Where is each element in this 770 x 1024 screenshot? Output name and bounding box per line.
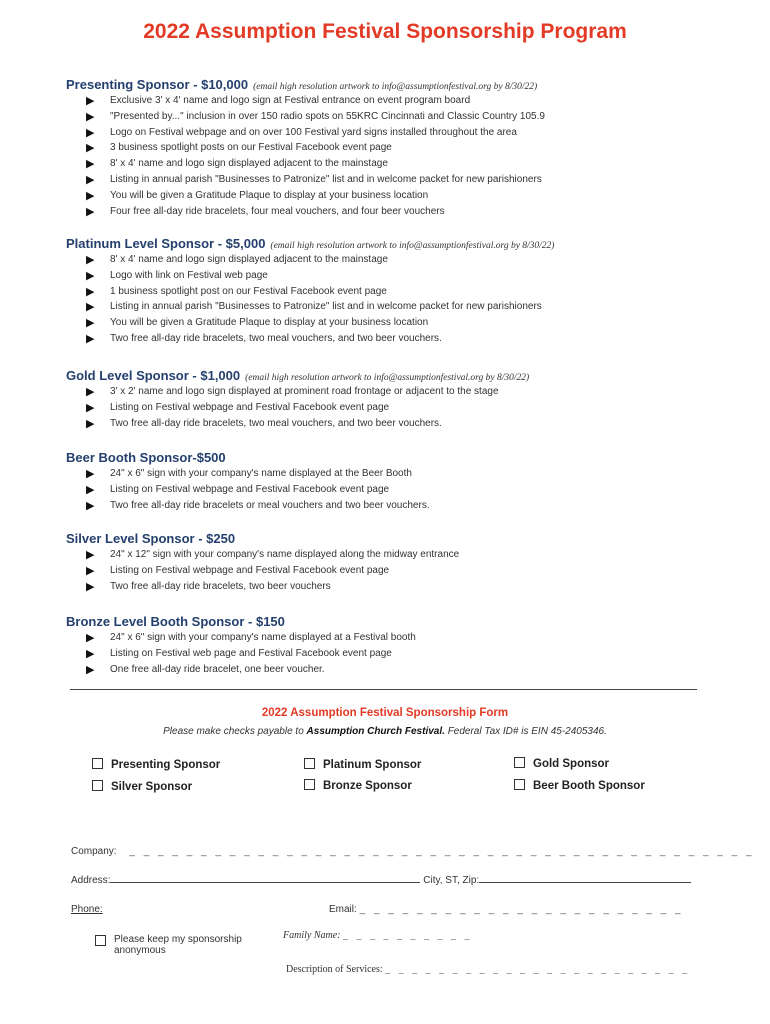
section-silver-sponsor — [66, 530, 706, 594]
benefit-text: 8' x 4' name and logo sign displayed adjacent to the mainstage — [110, 254, 388, 265]
phone-label: Phone: — [71, 904, 103, 915]
sponsor-level-name: Platinum Level Sponsor — [66, 236, 215, 251]
list-item — [66, 93, 706, 109]
benefits-list — [66, 93, 706, 219]
bullet-arrow-icon: ▶ — [86, 647, 95, 660]
benefit-text: "Presented by..." inclusion in over 150 radio spots on 55KRC Cincinnati and Classic Country 105.9 — [110, 110, 545, 122]
option-label: Silver Sponsor — [111, 781, 193, 793]
bullet-arrow-icon: ▶ — [86, 205, 95, 218]
anonymous-option[interactable] — [95, 934, 242, 956]
bullet-arrow-icon: ▶ — [86, 401, 95, 414]
benefit-text: 24" x 6" sign with your company's name displayed at the Beer Booth — [110, 468, 412, 479]
list-item — [66, 204, 706, 220]
list-item — [66, 662, 706, 678]
address-blank[interactable] — [110, 873, 420, 883]
form-instructions — [0, 726, 770, 737]
description-blank[interactable]: _ _ _ _ _ _ _ _ _ _ _ _ _ _ _ _ _ _ _ _ _ _ _ — [385, 964, 691, 975]
checkbox[interactable] — [304, 758, 315, 769]
option-presenting-sponsor[interactable] — [92, 758, 220, 771]
benefit-text: 24" x 12" sign with your company's name displayed along the midway entrance — [110, 549, 460, 560]
price-separator: - — [244, 614, 256, 629]
city-label: City, ST, Zip: — [423, 875, 480, 886]
phone-field[interactable] — [71, 904, 103, 915]
list-item — [66, 315, 706, 331]
list-item — [66, 172, 706, 188]
divider — [70, 689, 697, 690]
list-item — [66, 299, 706, 315]
benefit-text: Two free all-day ride bracelets, two meal vouchers, and two beer vouchers. — [110, 417, 442, 429]
list-item — [66, 109, 706, 125]
payee-name: Assumption Church Festival. — [306, 726, 445, 737]
bullet-arrow-icon: ▶ — [86, 254, 95, 266]
sponsor-level-name: Gold Level Sponsor — [66, 368, 189, 383]
list-item — [66, 646, 706, 662]
price-separator: - — [189, 77, 202, 92]
anonymous-label: Please keep my sponsorship — [114, 934, 242, 945]
benefit-text: Logo with link on Festival web page — [110, 269, 268, 281]
section-presenting-sponsor — [66, 76, 706, 219]
benefits-list — [66, 384, 706, 431]
bullet-arrow-icon: ▶ — [86, 483, 95, 496]
list-item — [66, 125, 706, 141]
list-item — [66, 188, 706, 204]
section-beer-booth-sponsor — [66, 449, 706, 513]
section-heading — [66, 449, 706, 466]
benefit-text: 1 business spotlight post on our Festival Facebook event page — [110, 285, 387, 297]
benefit-text: Two free all-day ride bracelets, two meal vouchers, and two beer vouchers. — [110, 332, 442, 344]
benefit-text: You will be given a Gratitude Plaque to display at your business location — [110, 189, 429, 201]
list-item — [66, 563, 706, 579]
benefit-text: Listing on Festival web page and Festival Facebook event page — [110, 647, 392, 659]
section-heading — [66, 367, 706, 384]
benefit-text: 3' x 2' name and logo sign displayed at prominent road frontage or adjacent to the stage — [110, 386, 499, 397]
list-item — [66, 268, 706, 284]
benefit-text: Listing on Festival webpage and Festival Facebook event page — [110, 483, 390, 495]
description-field[interactable] — [286, 964, 690, 975]
tax-id-text: Federal Tax ID# is EIN 45-2405346. — [447, 726, 607, 737]
list-item — [66, 547, 706, 563]
list-item — [66, 156, 706, 172]
sponsor-level-name: Bronze Level Booth Sponsor — [66, 614, 245, 629]
bullet-arrow-icon: ▶ — [86, 580, 95, 593]
bullet-arrow-icon: ▶ — [86, 468, 95, 480]
section-gold-sponsor — [66, 367, 706, 431]
artwork-note: (email high resolution artwork to info@assumptionfestival.org by 8/30/22) — [245, 373, 530, 383]
bullet-arrow-icon: ▶ — [86, 549, 95, 561]
option-label: Platinum Sponsor — [323, 759, 422, 771]
bullet-arrow-icon: ▶ — [86, 142, 95, 155]
family-name-label: Family Name: — [283, 930, 341, 941]
option-label: Presenting Sponsor — [111, 759, 221, 771]
sponsor-price: $150 — [255, 614, 285, 629]
page-title: 2022 Assumption Festival Sponsorship Program — [143, 20, 627, 43]
section-heading — [66, 530, 706, 547]
list-item — [66, 466, 706, 482]
benefit-text: Exclusive 3' x 4' name and logo sign at Festival entrance on event program board — [110, 95, 471, 106]
city-blank[interactable] — [479, 873, 691, 883]
address-label: Address: — [71, 875, 111, 886]
artwork-note: (email high resolution artwork to info@assumptionfestival.org by 8/30/22) — [253, 82, 538, 92]
benefit-text: 3 business spotlight posts on our Festival Facebook event page — [110, 142, 392, 154]
family-name-blank[interactable]: _ _ _ _ _ _ _ _ _ _ — [343, 930, 473, 941]
bullet-arrow-icon: ▶ — [86, 158, 95, 171]
benefit-text: Listing on Festival webpage and Festival Facebook event page — [110, 401, 390, 413]
benefit-text: Listing in annual parish "Businesses to Patronize" list and in welcome packet for new parishioners — [110, 173, 542, 185]
option-silver-sponsor[interactable] — [92, 780, 192, 793]
option-gold-sponsor[interactable] — [514, 757, 609, 770]
sponsor-price: $250 — [206, 531, 236, 546]
email-blank[interactable]: _ _ _ _ _ _ _ _ _ _ _ _ _ _ _ _ _ _ _ _ _ _ _ — [359, 904, 684, 915]
benefits-list — [66, 252, 706, 347]
option-label: Gold Sponsor — [533, 758, 610, 770]
benefits-list — [66, 547, 706, 594]
bullet-arrow-icon: ▶ — [86, 332, 95, 345]
bullet-arrow-icon: ▶ — [86, 269, 95, 282]
checkbox[interactable] — [514, 757, 525, 768]
option-label: Beer Booth Sponsor — [533, 780, 645, 792]
list-item — [66, 384, 706, 400]
checkbox[interactable] — [304, 779, 315, 790]
benefit-text: Two free all-day ride bracelets or meal vouchers and two beer vouchers. — [110, 499, 430, 511]
sponsor-price: $1,000 — [200, 368, 241, 383]
bullet-arrow-icon: ▶ — [86, 285, 95, 298]
benefit-text: One free all-day ride bracelet, one beer voucher. — [110, 663, 325, 675]
company-field[interactable] — [71, 846, 755, 857]
option-beer-booth-sponsor[interactable] — [514, 779, 645, 792]
list-item — [66, 498, 706, 514]
price-separator: - — [188, 368, 201, 383]
bullet-arrow-icon: ▶ — [86, 95, 95, 107]
bullet-arrow-icon: ▶ — [86, 110, 95, 123]
bullet-arrow-icon: ▶ — [86, 564, 95, 577]
section-platinum-sponsor — [66, 235, 706, 347]
email-field[interactable] — [329, 904, 684, 915]
benefit-text: 24" x 6" sign with your company's name displayed at a Festival booth — [110, 632, 416, 643]
option-bronze-sponsor[interactable] — [304, 779, 412, 792]
list-item — [66, 630, 706, 646]
bullet-arrow-icon: ▶ — [86, 386, 95, 398]
address-field[interactable] — [71, 873, 691, 886]
checkbox[interactable] — [92, 780, 103, 791]
bullet-arrow-icon: ▶ — [86, 632, 95, 644]
benefits-list — [66, 466, 706, 513]
bullet-arrow-icon: ▶ — [86, 189, 95, 202]
family-name-field[interactable] — [283, 930, 473, 941]
sponsor-price: $5,000 — [225, 236, 266, 251]
sponsor-level-name: Presenting Sponsor — [66, 77, 190, 92]
section-heading — [66, 613, 706, 630]
list-item — [66, 284, 706, 300]
bullet-arrow-icon: ▶ — [86, 126, 95, 139]
bullet-arrow-icon: ▶ — [86, 301, 95, 314]
description-label: Description of Services: — [286, 964, 383, 975]
bullet-arrow-icon: ▶ — [86, 317, 95, 330]
bullet-arrow-icon: ▶ — [86, 417, 95, 430]
list-item — [66, 252, 706, 268]
form-title: 2022 Assumption Festival Sponsorship Form — [261, 707, 509, 719]
benefit-text: Two free all-day ride bracelets, two beer vouchers — [110, 580, 331, 592]
list-item — [66, 140, 706, 156]
option-platinum-sponsor[interactable] — [304, 758, 421, 771]
section-bronze-sponsor — [66, 613, 706, 677]
checkbox[interactable] — [92, 758, 103, 769]
section-heading — [66, 76, 706, 93]
artwork-note: (email high resolution artwork to info@assumptionfestival.org by 8/30/22) — [270, 241, 555, 251]
sponsor-level-name: Silver Level Sponsor — [66, 531, 195, 546]
price-separator: - — [194, 531, 207, 546]
list-item — [66, 400, 706, 416]
anonymous-text — [114, 934, 242, 956]
email-label: Email: — [329, 904, 357, 915]
benefit-text: You will be given a Gratitude Plaque to display at your business location — [110, 317, 429, 329]
bullet-arrow-icon: ▶ — [86, 173, 95, 186]
benefit-text: Logo on Festival webpage and on over 100 Festival yard signs installed throughout the area — [110, 126, 517, 138]
anonymous-label-line2: anonymous — [114, 945, 166, 956]
benefit-text: 8' x 4' name and logo sign displayed adjacent to the mainstage — [110, 158, 388, 170]
instructions-prefix: Please make checks payable to — [163, 726, 304, 737]
bullet-arrow-icon: ▶ — [86, 663, 95, 676]
company-blank[interactable]: _ _ _ _ _ _ _ _ _ _ _ _ _ _ _ _ _ _ _ _ _ _ _ _ _ _ _ _ _ _ _ _ _ _ _ _ _ _ _ _ _ _ _ _ — [129, 846, 755, 857]
bullet-arrow-icon: ▶ — [86, 499, 95, 512]
section-heading — [66, 235, 706, 252]
checkbox[interactable] — [514, 779, 525, 790]
checkbox[interactable] — [95, 935, 106, 946]
benefits-list — [66, 630, 706, 677]
benefit-text: Listing on Festival webpage and Festival Facebook event page — [110, 564, 390, 576]
benefit-text: Four free all-day ride bracelets, four meal vouchers, and four beer vouchers — [110, 205, 445, 217]
sponsor-level-name: Beer Booth Sponsor-$500 — [66, 450, 226, 465]
list-item — [66, 482, 706, 498]
option-label: Bronze Sponsor — [323, 780, 412, 792]
list-item — [66, 579, 706, 595]
list-item — [66, 416, 706, 432]
list-item — [66, 331, 706, 347]
price-separator: - — [214, 236, 226, 251]
benefit-text: Listing in annual parish "Businesses to Patronize" list and in welcome packet for new parishioners — [110, 301, 542, 313]
sponsor-price: $10,000 — [201, 77, 249, 92]
company-label: Company: — [71, 846, 117, 857]
